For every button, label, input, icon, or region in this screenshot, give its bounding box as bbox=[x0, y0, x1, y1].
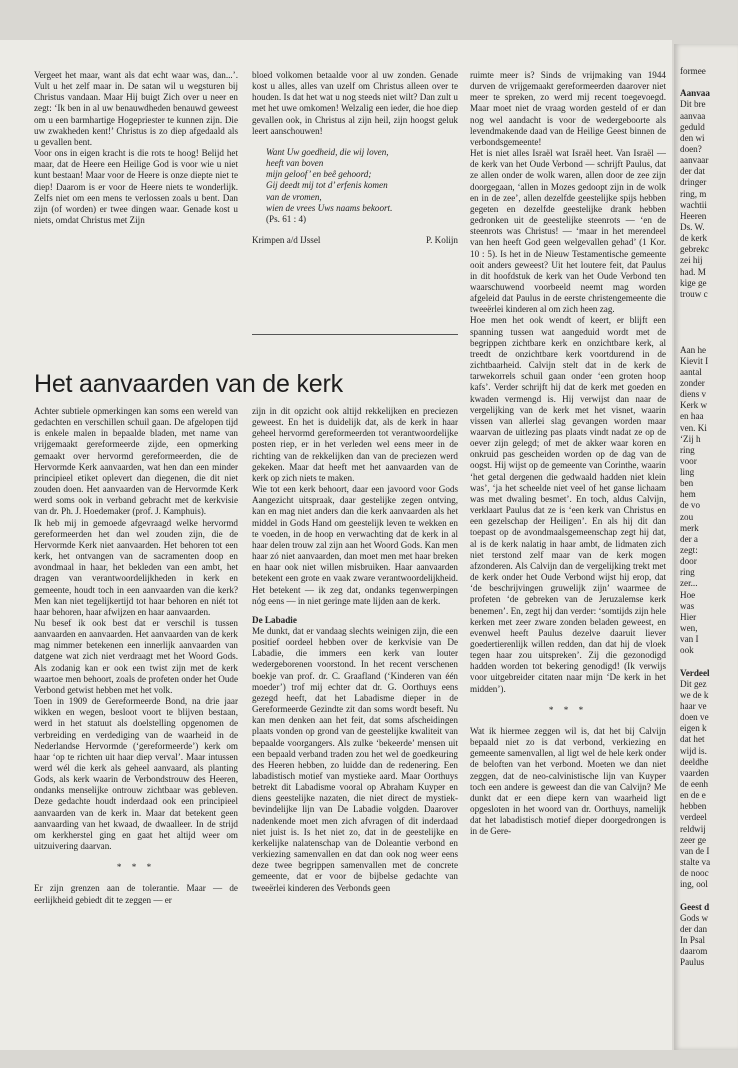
fragment-line: Dit gez bbox=[680, 678, 707, 689]
fragment-line: van de I bbox=[680, 845, 710, 856]
verse-line: wien de vrees Uws naams bekoort. bbox=[266, 202, 393, 213]
fragment-line bbox=[680, 333, 738, 344]
fragment-line: Dit bre bbox=[680, 99, 706, 110]
fragment-line: had. M bbox=[680, 266, 706, 277]
article-title: Het aanvaarden van de kerk bbox=[34, 370, 343, 398]
paragraph: Vergeet het maar, want als dat echt waar was, dan...’. Vult u het zelf maar in. De satan wil u wegsturen bij Christus vandaan. Maar Hij buigt Zich over u neer en zegt: ‘Ik ben in al uw benauwdheden benauwd geweest om u een barmhartige Hogepriester te kunnen zijn. Die uw zwakheden kent!’ Christus is zo diep afgedaald als u gevallen bent. bbox=[34, 70, 238, 147]
column-1-main bbox=[34, 406, 238, 1044]
fragment-line: In Psal bbox=[680, 934, 706, 945]
fragment-line: eigen k bbox=[680, 723, 707, 734]
fragment-line: stalte va bbox=[680, 856, 711, 867]
fragment-line: Aanvaa bbox=[680, 88, 710, 99]
fragment-line: wijd is. bbox=[680, 745, 707, 756]
fragment-line: aantal bbox=[680, 366, 702, 377]
fragment-line: trouw c bbox=[680, 288, 708, 299]
psalm-verse bbox=[266, 147, 458, 225]
fragment-line: ring, m bbox=[680, 188, 707, 199]
fragment-line: ‘Zij h bbox=[680, 433, 701, 444]
fragment-line: ring bbox=[680, 567, 695, 578]
fragment-line: gebrekc bbox=[680, 244, 709, 255]
fragment-line: Heeren bbox=[680, 210, 707, 221]
fragment-line: wen, bbox=[680, 623, 698, 634]
fragment-line: Hoe bbox=[680, 589, 696, 600]
fragment-line: zegt: bbox=[680, 545, 698, 556]
fragment-line: ven. Ki bbox=[680, 422, 707, 433]
subheading: De Labadie bbox=[252, 614, 297, 625]
fragment-line: ben bbox=[680, 478, 694, 489]
fragment-line: deeldhe bbox=[680, 756, 709, 767]
fragment-line: ling bbox=[680, 467, 695, 478]
paragraph: ruimte meer is? Sinds de vrijmaking van 1944 durven de vrijgemaakt gereformeerden daarover niet meer te spreken, zo werd mij recent toegevoegd. Maar moet niet de vraag worden gesteld of er dan nog wel aandacht is voor de wedergeboorte als levendmakende daad van de Heilige Geest binnen de verbondsgemeente! bbox=[470, 70, 666, 147]
fragment-line: ring bbox=[680, 444, 695, 455]
fragment-line: der a bbox=[680, 533, 698, 544]
signature-name: P. Kolijn bbox=[426, 235, 458, 246]
fragment-line: Paulus bbox=[680, 957, 705, 968]
fragment-line bbox=[680, 300, 738, 311]
verse-line: Gij deedt mij tot d’ erfenis komen bbox=[266, 180, 388, 191]
section-break: * * * bbox=[548, 704, 588, 715]
newspaper-page bbox=[0, 40, 672, 1050]
fragment-line: de kerk bbox=[680, 233, 708, 244]
fragment-line: hebben bbox=[680, 801, 707, 812]
fragment-line: door bbox=[680, 556, 697, 567]
fragment-line: ing, ool bbox=[680, 879, 708, 890]
fragment-line: Gods w bbox=[680, 912, 709, 923]
fragment-line: doen ve bbox=[680, 712, 709, 723]
signature-place: Krimpen a/d IJssel bbox=[252, 235, 321, 246]
fragment-line: kige ge bbox=[680, 277, 707, 288]
fragment-line bbox=[680, 890, 738, 901]
fragment-line: dringer bbox=[680, 177, 707, 188]
verse-line: Want Uw goedheid, die wij loven, bbox=[266, 146, 389, 157]
fragment-line: haar ve bbox=[680, 701, 707, 712]
fragment-line: ook bbox=[680, 645, 694, 656]
paragraph: Nu besef ik ook best dat er verschil is tussen aanvaarden en aanvaarden. Het aanvaarden van de kerk mag nimmer betekenen een innerlijk aanvaarden van datgene wat zich niet verdraagt met het Woord Gods. Als zodanig kan er ook een twist zijn met de kerk waartoe men behoort, zoals de profeten onder het Oude Verbond getwist hebben met het volk. bbox=[34, 617, 238, 695]
fragment-line: Verdeel bbox=[680, 667, 710, 678]
fragment-line: vaarden bbox=[680, 767, 709, 778]
column-2-main bbox=[252, 406, 458, 1044]
fragment-line: Hier bbox=[680, 611, 697, 622]
paragraph: Toen in 1909 de Gereformeerde Bond, na drie jaar wikken en wegen, besloot voort te blijven bestaan, werd in het statuut als doelstelling opgenomen de verbreiding en verdediging van de waarheid in de Nederlandse Hervormde (‘gereformeerde’) kerk om haar ‘op te richten uit haar diep verval’. Maar intussen werd wél die kerk als geheel aanvaard, als planting Gods, als kerk waarin de Verbondstrouw des Heeren, ondanks menselijke ontrouw zichtbaar was gebleven. Deze gedachte houdt inderdaad ook een principieel aanvaarden van de kerk in. Maar dat betekent geen aanvaarding van het kwaad, de dwaalleer. In de strijd om kerkherstel ging en gaat het altijd weer om uitzuivering daarvan. bbox=[34, 696, 238, 852]
paragraph: Me dunkt, dat er vandaag slechts weinigen zijn, die een positief oordeel hebben over de kerkvisie van De Labadie, die immers een kerk van louter wedergeborenen voorstond. In het recent verschenen boekje van prof. dr. C. Graafland (‘Kinderen van één moeder’) trof mij echter dat dr. G. Oorthuys eens gezegd heeft, dat het Labadisme dieper in de Gereformeerde Gezindte zit dan soms wordt beseft. Nu kan men denken aan het feit, dat soms afscheidingen plaats vonden op grond van de geestelijke kwaliteit van bepaalde voorgangers. Als zulke ‘bekeerde’ mensen uit een bepaald verband traden zou het wel de goedkeuring des Heeren hebben, zo luidde dan de redenering. Een labadistisch motief van mystieke aard. Maar Oorthuys betrekt dit Labadisme vooral op Abraham Kuyper en diens geestelijke nazaten, die niet direct de mystiek-bevindelijke lijn van De Labadie volgden. Daarover nadenkende moet men zich afvragen of dit inderdaad niet juist is. Is het niet zo, dat in de geestelijke en kerkelijke nalatenschap van de Doleantie verbond en verkiezing samenvallen en dat dan ook nog weer eens deze twee begrippen samenvallen met de concrete gemeente, dat er voor de bijbelse gedachte van tweeërlei kinderen des Verbonds geen bbox=[252, 625, 458, 893]
paragraph: Het is niet alles Israël wat Israël heet. Van Israël — de kerk van het Oude Verbond — schrijft Paulus, dat ze allen onder de wolk waren, allen door de zee zijn doorgegaan, ‘allen in Mozes gedoopt zijn in de wolk en in de zee’, allen dezelfde geestelijke spijs hebben gegeten en dezelfde geestelijke drank hebben gedronken uit de geestelijke steenrots — ‘en de steenrots was Christus! — ‘maar in het merendeel van hen heeft God geen welgevallen gehad’ (1 Kor. 10 : 5). Is het in de Nieuw Testamentische gemeente ooit anders geweest? Uit het loutere feit, dat Paulus in dit hoofdstuk de kerk van het Oude Verbond ten waarschuwend voorbeeld neemt mag worden afgeleid dat Paulus in de eerste christengemeente die tweeërlei kinderen al om zich heen zag. bbox=[470, 148, 666, 315]
fragment-line: daarom bbox=[680, 946, 708, 957]
paragraph: bloed volkomen betaalde voor al uw zonden. Genade kost u alles, alles van uzelf om Christus alleen over te houden. Is dat het wat u nog steeds niet wilt? Dan zult u met het uwe omkomen! Welzalig een ieder, die hoe diep gevallen ook, in Christus al zijn heil, zijn hoogst geluk leert aanschouwen! bbox=[252, 70, 458, 136]
fragment-line: der dan bbox=[680, 923, 708, 934]
verse-line: mijn geloof’ en beê gehoord; bbox=[266, 169, 372, 180]
fragment-line: reldwij bbox=[680, 823, 706, 834]
paragraph: Voor ons in eigen kracht is die rots te hoog! Belijd het maar, dat de Heere een Heilige God is voor wie u niet kunt bestaan! Maar voor de Heere is onze diepte niet te diep! Daarom is er voor de Heere niets te wonderlijk. Zelfs niet om een mens te verlossen zoals u bent. Dan zijn (of worden) er twee dingen waar. Genade kost u niets, omdat Christus met Zijn bbox=[34, 148, 238, 226]
fragment-line bbox=[680, 322, 738, 333]
fragment-line: zonder bbox=[680, 377, 705, 388]
fragment-line: den wi bbox=[680, 132, 705, 143]
fragment-line: de vo bbox=[680, 500, 701, 511]
fragment-line: aanvaa bbox=[680, 110, 706, 121]
fragment-line: aanvaar bbox=[680, 155, 709, 166]
paragraph: Er zijn grenzen aan de tolerantie. Maar — de eerlijkheid gebiedt dit te zeggen — er bbox=[34, 883, 238, 905]
fragment-line: en de e bbox=[680, 790, 706, 801]
fragment-line bbox=[680, 311, 738, 322]
fragment-line: we de k bbox=[680, 689, 709, 700]
fragment-line: verdeel bbox=[680, 812, 707, 823]
section-break: * * * bbox=[116, 862, 156, 873]
fragment-line: de eenh bbox=[680, 779, 709, 789]
paragraph: Hoe men het ook wendt of keert, er blijft een spanning tussen wat aangeduid wordt met de begrippen zichtbare kerk en onzichtbare kerk, al treedt de onzichtbare kerk voortdurend in de zichtbaarheid. Calvijn stelt dat in de kerk de tarwekorrels schuil gaan onder ‘een groten hoop kafs’. Verder schrijft hij dat de kerk met goeden en kwaden vermengd is. Hij verwijst dan naar de vergelijking van de kerk met het visnet, waarin vissen van allerlei slag gevangen worden maar waarvan de uitlezing pas plaats vindt nadat ze op de oever zijn gelegd; of met de akker waar koren en onkruid pas gescheiden worden op de dag van de oogst. Hij wijst op de gemeente van Corinthe, waarin ‘het getal dergenen die gedwaald hadden niet klein was’, ‘ja het scheelde niet veel of het ganse lichaam was met dwaling besmet’. En toch, aldus Calvijn, verklaart Paulus dat ze is ‘een kerk van Christus en een gezelschap der Heiligen’. En als hij dit dan toepast op de avondmaalsgemeenschap zegt hij dat, al is de kerk nalatig in haar ambt, de lidmaten zich niet terstond zelf maar van de kerk mogen afzonderen. Als Calvijn dan de vergelijking trekt met de kerk onder het Oude Verbond wijst hij erop, dat ‘de beschrijvingen gruwelijk zijn’ waarmee de profeten ‘de gebreken van de Jeruzalemse kerk benemen’. En, zegt hij dan verder: ‘somtijds zijn hele kerken met zeer zware zonden beladen geweest, en evenwel heeft Paulus dezelve daaruit liever goedertierenlijk willen redden, dan dat hij de vloek tegen haar zou uitspreken’. Zij die gezonodigd hadden worden tot bekering genodigd! (Ik verwijs voor uitgebreider citaten naar mijn ‘De kerk in het midden’). bbox=[470, 315, 666, 694]
adjacent-page bbox=[674, 44, 738, 1050]
column-2-top bbox=[252, 70, 458, 332]
fragment-line: de nooc bbox=[680, 868, 709, 879]
fragment-line: zeer ge bbox=[680, 834, 707, 845]
fragment-line: zou bbox=[680, 511, 694, 522]
fragment-line: diens v bbox=[680, 389, 707, 400]
fragment-line: dat het bbox=[680, 734, 705, 745]
fragment-line: merk bbox=[680, 522, 699, 533]
column-1-top bbox=[34, 70, 238, 340]
paragraph: Achter subtiele opmerkingen kan soms een wereld van gedachten en verschillen schuil gaan. De afgelopen tijd is enkele malen in bepaalde bladen, met name van vrijgemaakt gereformeerde zijde, een opmerking gemaakt over hervormd gereformeerden, die de Hervormde Kerk aanvaarden, wat hen dan een minder principieel etiket oplevert dan diegenen, die dit niet zouden doen. Het aanvaarden van de Hervormde Kerk werd soms ook in verband gebracht met de kerkvisie van dr. Ph. J. Hoedemaker (prof. J. Kamphuis). bbox=[34, 406, 238, 517]
fragment-line bbox=[680, 77, 738, 88]
fragment-line: was bbox=[680, 600, 695, 611]
fragment-line: van I bbox=[680, 634, 699, 645]
fragment-line: wachtii bbox=[680, 199, 707, 210]
divider bbox=[252, 334, 458, 335]
fragment-line: en haa bbox=[680, 411, 704, 422]
paragraph: Wie tot een kerk behoort, daar een javoord voor Gods Aangezicht uitspraak, daar gestelijke zegen ontving, kan en mag niet anders dan die kerk aanvaarden als het middel in Gods Hand om geestelijk leven te wekken en te voeden, in de hoop en verwachting dat de kerk in al haar delen trouw zal zijn aan het Woord Gods. Kan men haar zó niet aanvaarden, dan moet men met haar breken en haar ook niet willen misbruiken. Haar aanvaarden betekent een grote en vaak zware verantwoordelijkheid. Het betekent — ik zeg dat, ondanks tegenwerpingen nóg eens — in niet geringe mate lijden aan de kerk. bbox=[252, 484, 458, 606]
fragment-line: Aan he bbox=[680, 344, 707, 355]
fragment-line bbox=[680, 656, 738, 667]
fragment-line: zer... bbox=[680, 578, 698, 589]
adjacent-page-column bbox=[680, 66, 738, 968]
fragment-line: Kievit I bbox=[680, 355, 709, 366]
paragraph: Wat ik hiermee zeggen wil is, dat het bij Calvijn bepaald niet zo is dat verbond, verkiezing en gemeente samenvallen, al ligt wel de hele kerk onder de beloften van het verbond. Moeten we dan niet zeggen, dat de neo-calvinistische lijn van Kuyper toch een andere is geweest dan die van Calvijn? Me dunkt dat er een diepe kern van waarheid ligt opgesloten in het woord van dr. Oorthuys, namelijk dat het labadistisch motief dieper doorgedrongen is in de Gere- bbox=[470, 725, 666, 837]
verse-line: heeft van boven bbox=[266, 158, 324, 169]
fragment-line: Geest d bbox=[680, 901, 710, 912]
paragraph: Ik heb mij in gemoede afgevraagd welke hervormd gereformeerden het dan wel zouden zijn, die de Hervormde Kerk niet aanvaarden. Het behoren tot een kerk, het ontvangen van de sacramenten doop en avondmaal in haar, het bekleden van een ambt, het dragen van verantwoordelijkheden in kerk en gemeente, houdt toch in een aanvaarden van die kerk? Men kan niet tegelijkertijd tot haar behoren en niét tot haar behoren, haar afwijzen en haar aanvaarden. bbox=[34, 517, 238, 617]
signature bbox=[252, 235, 458, 246]
fragment-line: hem bbox=[680, 489, 696, 500]
fragment-line: geduld bbox=[680, 121, 705, 132]
verse-reference: (Ps. 61 : 4) bbox=[266, 213, 307, 224]
verse-line: van de vromen, bbox=[266, 191, 322, 202]
fragment-line: zei hij bbox=[680, 255, 703, 266]
fragment-line: der dat bbox=[680, 166, 706, 177]
fragment-line: Ds. W. bbox=[680, 221, 705, 232]
fragment-line: voor bbox=[680, 455, 697, 466]
column-3 bbox=[470, 70, 666, 1044]
fragment-line: Kerk w bbox=[680, 400, 708, 411]
paragraph: zijn in dit opzicht ook altijd rekkelijken en preciezen geweest. En het is duidelijk dat, als de kerk in haar geheel hervormd gereformeerden tot verantwoordelijke posten riep, er in het verleden wel eens meer in de richting van de rekkelijken dan van de preciezen werd gekeken. Maar dat heeft met het aanvaarden van de kerk op zich niets te maken. bbox=[252, 406, 458, 483]
fragment-line: doen? bbox=[680, 143, 702, 154]
fragment-line: formee bbox=[680, 66, 706, 76]
